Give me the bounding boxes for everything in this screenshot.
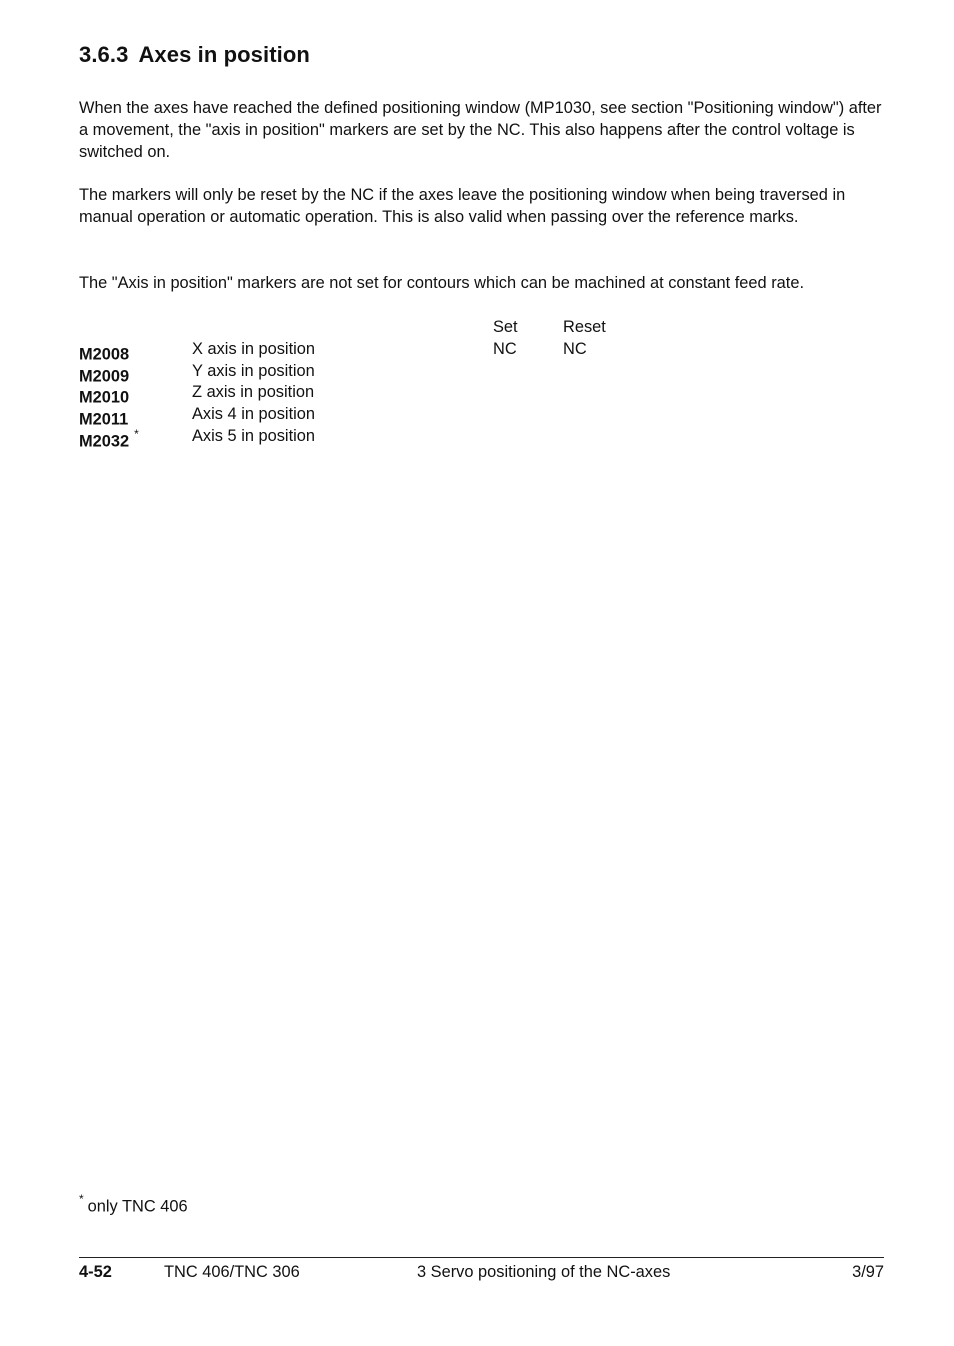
footnote-reference: *: [134, 427, 139, 441]
marker-set-by: NC: [493, 340, 517, 358]
footer-chapter: 3 Servo positioning of the NC-axes: [417, 1263, 671, 1281]
table-row: [0, 403, 954, 429]
footnote: [79, 1190, 188, 1217]
marker-description: Axis 4 in position: [192, 405, 315, 423]
marker-description: Axis 5 in position: [192, 427, 315, 445]
footnote-star: *: [79, 1192, 84, 1206]
footer-divider: [79, 1257, 884, 1258]
paragraph-positioning-window: When the axes have reached the defined positioning window (MP1030, see section "Positioning window") after a movement, the "axis in position" markers are set by the NC. This also happens after the control voltage is switched on.: [79, 99, 882, 161]
table-row: [0, 360, 954, 386]
marker-code: M2010: [79, 388, 130, 407]
column-header-set: Set: [493, 318, 518, 336]
marker-description: X axis in position: [192, 340, 315, 358]
marker-code: M2009: [79, 367, 130, 386]
footer-page-number: 4-52: [79, 1263, 112, 1281]
section-number: 3.6.3: [79, 42, 129, 67]
footer-model: TNC 406/TNC 306: [164, 1263, 300, 1281]
table-row: [0, 338, 954, 364]
section-heading: [79, 42, 310, 68]
marker-code: M2032 *: [79, 427, 139, 451]
marker-description: Z axis in position: [192, 383, 315, 401]
paragraph-marker-reset: The markers will only be reset by the NC if the axes leave the positioning window when being traversed in manual operation or automatic operation. This is also valid when passing over the reference marks.: [79, 186, 846, 226]
section-title: Axes in position: [138, 42, 310, 67]
marker-code: M2011: [79, 410, 129, 429]
marker-reset-by: NC: [563, 340, 587, 358]
footer-date: 3/97: [852, 1263, 884, 1281]
footnote-text: only TNC 406: [87, 1197, 188, 1216]
marker-code: M2008: [79, 345, 130, 364]
paragraph-constant-feed: The "Axis in position" markers are not set for contours which can be machined at constant feed rate.: [79, 274, 804, 292]
table-row: [0, 381, 954, 407]
table-row: [0, 425, 954, 451]
column-header-reset: Reset: [563, 318, 606, 336]
table-header-row: [0, 316, 954, 338]
marker-description: Y axis in position: [192, 362, 315, 380]
